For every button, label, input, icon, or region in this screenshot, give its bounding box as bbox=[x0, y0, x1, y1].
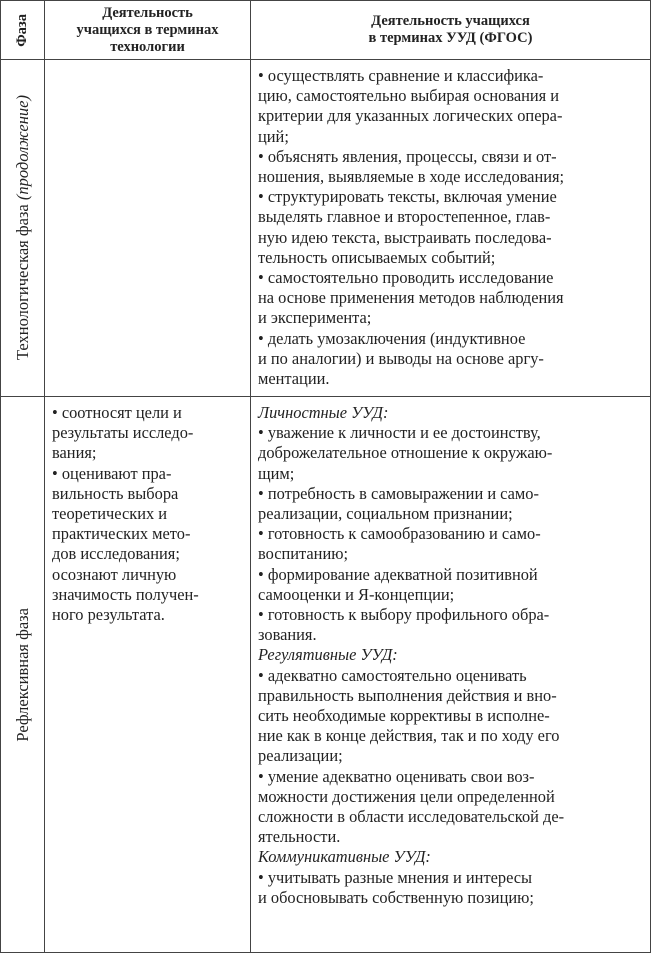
text-line: Деятельность учащихся bbox=[371, 13, 530, 29]
text-line: тельность описываемых событий; bbox=[258, 247, 496, 267]
text-line: результаты исследо- bbox=[52, 423, 194, 443]
header-tech bbox=[45, 1, 251, 60]
table-row bbox=[1, 397, 651, 953]
text-line: критерии для указанных логических опера- bbox=[258, 106, 563, 126]
text-line: значимость получен- bbox=[52, 584, 199, 604]
text-line: реализации; bbox=[258, 746, 343, 766]
text-line: зования. bbox=[258, 625, 317, 645]
text-line: практических мето- bbox=[52, 524, 191, 544]
text-line: в терминах УУД (ФГОС) bbox=[368, 30, 533, 46]
text-line: • оценивают пра- bbox=[52, 463, 172, 483]
text-line: и обосновывать собственную позицию; bbox=[258, 887, 534, 907]
text-line: • структурировать тексты, включая умение bbox=[258, 187, 557, 207]
text-line: выделять главное и второстепенное, глав- bbox=[258, 207, 551, 227]
text-line: правильность выполнения действия и вно- bbox=[258, 685, 557, 705]
text-line: • умение адекватно оценивать свои воз- bbox=[258, 766, 535, 786]
text-line: ную идею текста, выстраивать последова- bbox=[258, 227, 552, 247]
text-line: и по аналогии) и выводы на основе аргу- bbox=[258, 348, 544, 368]
text-line: сить необходимые коррективы в исполне- bbox=[258, 706, 550, 726]
text-line: ного результата. bbox=[52, 605, 165, 625]
text-line: ятельности. bbox=[258, 827, 341, 847]
text-line: воспитанию; bbox=[258, 544, 349, 564]
table-header-row bbox=[1, 1, 651, 60]
text-line: • самостоятельно проводить исследование bbox=[258, 268, 554, 288]
text-line: • готовность к самообразованию и само- bbox=[258, 524, 541, 544]
text-line: • готовность к выбору профильного обра- bbox=[258, 605, 550, 625]
table-row bbox=[1, 60, 651, 397]
text-line: • потребность в самовыражении и само- bbox=[258, 483, 539, 503]
text-line: ментации. bbox=[258, 369, 330, 389]
text-line: доброжелательное отношение к окружаю- bbox=[258, 443, 553, 463]
text-line: дов исследования; bbox=[52, 544, 180, 564]
phase-cell bbox=[1, 397, 45, 953]
text-line: теоретических и bbox=[52, 504, 168, 524]
header-uud bbox=[251, 1, 651, 60]
text-line: • формирование адекватной позитивной bbox=[258, 564, 538, 584]
text-line: реализации, социальном признании; bbox=[258, 504, 513, 524]
tech-cell bbox=[45, 397, 251, 953]
section-heading: Коммуникативные УУД: bbox=[258, 847, 431, 867]
text-line: ношения, выявляемые в ходе исследования; bbox=[258, 167, 565, 187]
text-line: щим; bbox=[258, 463, 295, 483]
text-line: и эксперимента; bbox=[258, 308, 372, 328]
phase-cell bbox=[1, 60, 45, 397]
text-line: вания; bbox=[52, 443, 97, 463]
uud-cell bbox=[251, 60, 651, 397]
header-phase-label: Фаза bbox=[14, 13, 30, 47]
text-line: • осуществлять сравнение и классифика- bbox=[258, 66, 544, 85]
text-line: можности достижения цели определенной bbox=[258, 786, 555, 806]
uud-cell bbox=[251, 397, 651, 953]
text-line: технологии bbox=[110, 38, 185, 55]
text-line: • соотносят цели и bbox=[52, 403, 182, 422]
text-line: сложности в области исследовательской де- bbox=[258, 807, 565, 827]
text-line: • уважение к личности и ее достоинству, bbox=[258, 423, 541, 443]
phase-note: (продолжение) bbox=[12, 95, 32, 201]
phase-name: Технологическая фаза bbox=[12, 204, 32, 361]
phase-label: Рефлексивная фаза bbox=[12, 607, 32, 742]
text-line: вильность выбора bbox=[52, 483, 179, 503]
text-line: • адекватно самостоятельно оценивать bbox=[258, 665, 527, 685]
text-line: • делать умозаключения (индуктивное bbox=[258, 328, 526, 348]
phase-label bbox=[13, 95, 33, 360]
text-line: ние как в конце действия, так и по ходу его bbox=[258, 726, 560, 746]
section-heading: Личностные УУД: bbox=[258, 403, 389, 422]
tech-cell bbox=[45, 60, 251, 397]
text-line: осознают личную bbox=[52, 564, 177, 584]
text-line: ций; bbox=[258, 126, 289, 146]
text-line: на основе применения методов наблюдения bbox=[258, 288, 564, 308]
text-line: • учитывать разные мнения и интересы bbox=[258, 867, 533, 887]
text-line: • объяснять явления, процессы, связи и от- bbox=[258, 146, 557, 166]
text-line: цию, самостоятельно выбирая основания и bbox=[258, 86, 560, 106]
header-phase bbox=[1, 1, 45, 60]
text-line: Деятельность bbox=[102, 4, 193, 21]
text-line: учащихся в терминах bbox=[76, 21, 219, 38]
text-line: самооценки и Я-концепции; bbox=[258, 584, 455, 604]
section-heading: Регулятивные УУД: bbox=[258, 645, 398, 665]
